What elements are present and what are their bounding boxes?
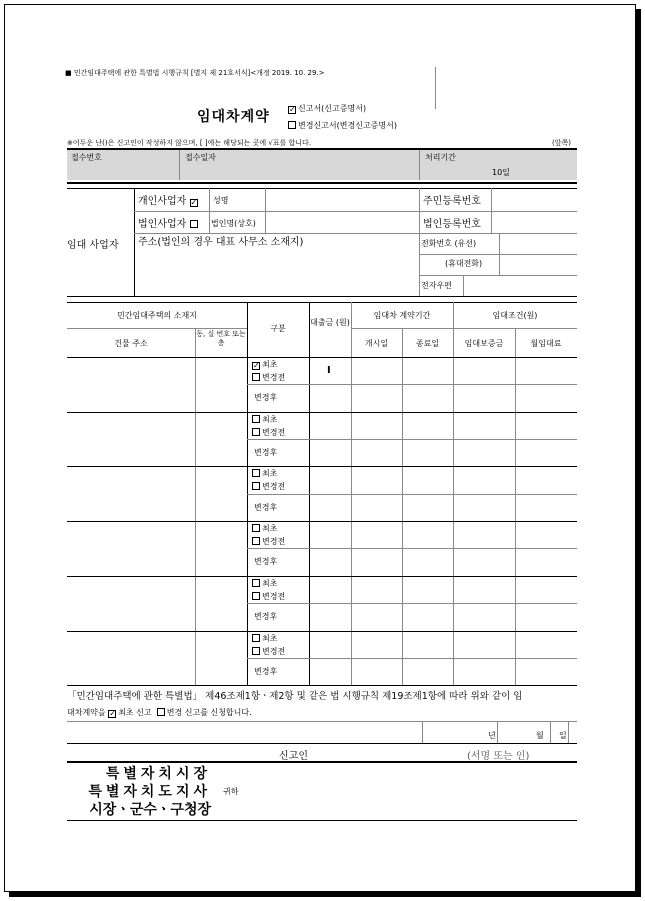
row-2-after [254,447,277,458]
building-address-header: 건물 주소 [114,339,148,348]
row-6-after-text: 변경후 [254,666,278,676]
rule [247,384,577,385]
rule [67,328,247,329]
row-6-before[interactable] [252,646,285,657]
rule [67,412,577,413]
first-row-loan-mark: I [327,365,331,376]
rule [247,494,577,495]
loan-header: 대출금 (원) [310,318,350,327]
month-label: 월 [536,731,544,740]
divider [463,275,464,296]
processing-period-value: 10일 [492,168,510,177]
row-5-after [254,611,277,622]
divider [179,150,180,180]
statement-line-1: 「민간임대주택에 관한 특별법」 제46조제1항ㆍ제2항 및 같은 법 시행규칙 제19조제1항에 따라 위와 같이 임 [67,691,523,702]
corporate-business-checkbox[interactable] [190,220,198,228]
divider [265,211,266,233]
row-5-before-checkbox[interactable] [252,592,260,600]
row-5-initial-text: 최초 [262,578,278,588]
processing-period-label: 처리기간 [425,153,456,162]
rule [67,296,577,297]
rule [419,275,577,276]
address-label: 주소(법인의 경우 대표 사무소 소재지) [138,237,304,248]
change-report-statement-checkbox[interactable] [157,708,165,716]
initial-report-checkbox[interactable]: ✓ [109,709,116,718]
rule [247,439,577,440]
rule [67,685,577,686]
phone-label: 전화번호 (유선) [421,239,477,248]
unit-header: 동, 실 번호 또는 층 [196,330,246,347]
row-4-before-text: 변경전 [262,537,286,547]
row-2-before[interactable] [252,427,285,438]
row-3-initial-checkbox[interactable] [252,469,260,477]
row-4-initial-checkbox[interactable] [252,524,260,532]
monthly-rent-header: 월임대료 [530,339,562,348]
row-1-before-checkbox[interactable] [252,373,260,381]
signature-hint: (서명 또는 인) [467,751,530,762]
row-4-before[interactable] [252,536,285,547]
email-label: 전자우편 [421,281,452,290]
start-date-header: 개시일 [364,339,389,348]
row-3-initial[interactable] [252,468,277,479]
individual-business-checkbox[interactable]: ✓ [190,198,198,207]
row-5-after-text: 변경후 [254,612,278,622]
end-date-header: 종료일 [415,339,440,348]
addressee-suffix: 귀하 [223,787,239,796]
row-2-before-checkbox[interactable] [252,428,260,436]
authority-line-2: 특별자치도지사 [88,784,211,800]
divider [265,188,266,211]
option-change-report[interactable] [288,120,397,131]
row-3-after [254,502,277,513]
row-1-before-text: 변경전 [262,373,286,382]
row-2-initial-text: 최초 [262,414,278,424]
rule [67,182,577,184]
rule [134,211,577,212]
divider [550,721,551,743]
row-6-initial-text: 최초 [262,633,278,643]
rule [67,721,577,722]
row-3-after-text: 변경후 [254,502,278,512]
rule [247,658,577,659]
row-3-before-checkbox[interactable] [252,482,260,490]
rule [247,548,577,549]
row-5-initial[interactable] [252,578,277,589]
initial-report-label: 최초 신고 [118,708,152,717]
mobile-label: (휴대전화) [445,259,483,268]
row-1-after [254,392,277,403]
instruction-note: ※어두운 난()은 신고인이 작성하지 않으며, [ ]에는 해당되는 곳에 √표를 합니다. [67,139,312,147]
deposit-header: 임대보증금 [464,339,504,348]
row-1-before[interactable] [252,372,285,383]
rule [351,328,577,329]
resident-number-label: 주민등록번호 [423,196,481,207]
signer-label: 신고인 [279,751,308,762]
lease-period-header: 임대차 계약기간 [373,311,431,320]
row-4-initial[interactable] [252,523,277,534]
rule [67,466,577,467]
row-1-initial-text: 최초 [262,360,278,369]
rule [67,820,577,821]
rule [67,743,577,744]
change-report-label: 변경 신고를 신청합니다. [166,708,252,717]
row-2-initial[interactable] [252,414,277,425]
corporate-number-label: 법인등록번호 [423,219,481,230]
receipt-number-label: 접수번호 [71,153,102,162]
row-2-after-text: 변경후 [254,448,278,458]
divider [134,188,135,296]
row-6-initial-checkbox[interactable] [252,634,260,642]
row-2-before-text: 변경전 [262,427,286,437]
row-5-before[interactable] [252,591,285,602]
row-6-before-text: 변경전 [262,646,286,656]
row-4-initial-text: 최초 [262,524,278,534]
rule [67,576,577,577]
row-3-before[interactable] [252,481,285,492]
report-option-label: 신고서(신고증명서) [298,104,367,113]
landlord-section-label: 임대 사업자 [67,240,119,251]
row-6-after [254,666,277,677]
divider [422,721,423,743]
individual-business-text: 개인사업자 [138,196,187,207]
lease-terms-header: 임대조건(원) [492,311,538,320]
row-1-initial[interactable] [252,359,277,370]
statement-line-2 [67,707,252,718]
rule [67,631,577,632]
rule [67,521,577,522]
change-report-checkbox[interactable] [288,121,296,129]
corporate-name-label: 법인명(상호) [211,219,256,228]
row-5-before-text: 변경전 [262,591,286,601]
row-5-initial-checkbox[interactable] [252,579,260,587]
divider [419,188,420,296]
form-reference-note: ■ 민간임대주택에 관한 특별법 시행규칙 [별지 제 21호서식]<개정 2019. 10. 29.> [65,69,325,77]
rule [67,188,577,189]
name-label: 성명 [213,196,229,205]
report-checkbox[interactable]: ✓ [289,105,296,114]
row-4-before-checkbox[interactable] [252,537,260,545]
rule [67,357,577,358]
authority-line-1: 특별자치시장 [105,766,211,782]
row-3-before-text: 변경전 [262,482,286,492]
corporate-business-label [138,215,200,230]
row-3-initial-text: 최초 [262,469,278,479]
divider [419,150,420,180]
row-4-after [254,556,277,567]
year-label: 년 [488,731,496,740]
row-6-initial[interactable] [252,633,277,644]
rule [247,603,577,604]
row-4-after-text: 변경후 [254,557,278,567]
divider [435,67,436,109]
row-1-after-text: 변경후 [254,393,278,403]
document-page [4,4,636,892]
option-report[interactable] [288,103,366,114]
divider [497,721,498,743]
rule [67,302,577,303]
form-title: 임대차계약 [197,109,270,125]
receipt-date-label: 접수일자 [185,153,216,162]
authority-line-3: 시장ㆍ군수ㆍ구청장 [89,802,211,818]
statement-prefix: 대차계약을 [67,708,106,717]
rule [419,254,577,255]
row-2-initial-checkbox[interactable] [252,415,260,423]
location-header: 민간임대주택의 소재지 [117,311,197,320]
divider [568,721,569,743]
type-header: 구분 [270,324,286,333]
change-report-option-label: 변경신고서(변경신고증명서) [298,121,397,130]
row-1-initial-checkbox[interactable]: ✓ [253,361,260,370]
individual-business-label [138,192,200,207]
corporate-business-text: 법인사업자 [138,219,187,230]
day-label: 일 [559,731,567,740]
row-6-before-checkbox[interactable] [252,647,260,655]
page-side-mark: (앞쪽) [552,139,571,147]
